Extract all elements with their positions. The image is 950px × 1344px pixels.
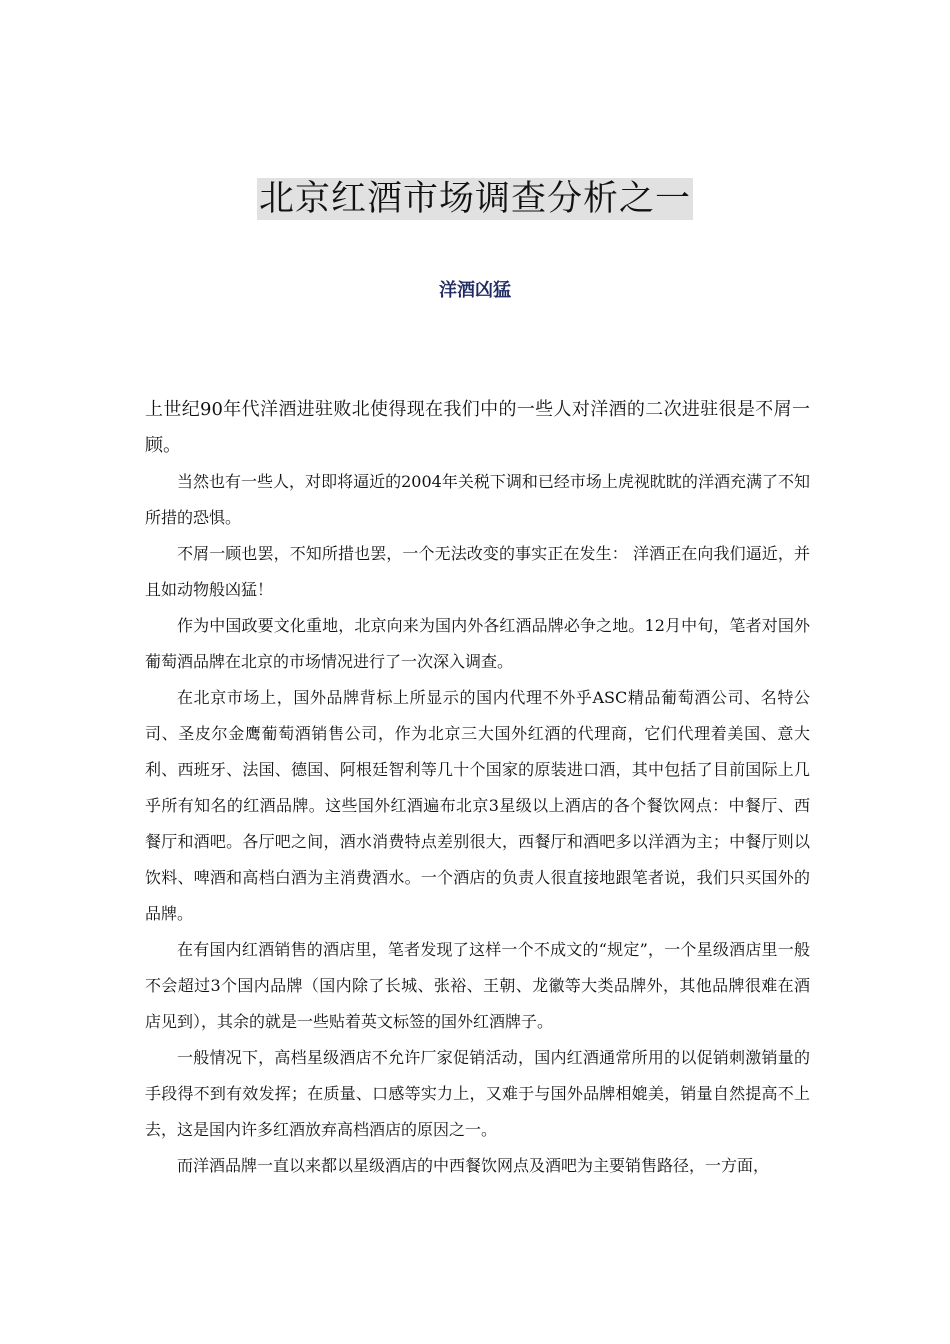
paragraph-1: 上世纪90年代洋酒进驻败北使得现在我们中的一些人对洋酒的二次进驻很是不屑一顾。 — [145, 399, 810, 456]
paragraph-8: 而洋酒品牌一直以来都以星级酒店的中西餐饮网点及酒吧为主要销售路径，一方面， — [177, 1156, 770, 1175]
document-title-text: 北京红酒市场调查分析之一 — [258, 179, 691, 219]
paragraph-4: 作为中国政要文化重地，北京向来为国内外各红酒品牌必争之地。12月中旬，笔者对国外葡萄酒品牌在北京的市场情况进行了一次深入调查。 — [145, 616, 810, 671]
document-subtitle: 洋酒凶猛 — [439, 280, 511, 301]
paragraph-6: 在有国内红酒销售的酒店里，笔者发现了这样一个不成文的“规定”，一个星级酒店里一般不会超过3个国内品牌（国内除了长城、张裕、王朝、龙徽等大类品牌外，其他品牌很难在酒店见到），其余的就是一些贴着英文标签的国外红酒牌子。 — [145, 940, 810, 1031]
paragraph-3: 不屑一顾也罢，不知所措也罢，一个无法改变的事实正在发生： 洋酒正在向我们逼近，并且如动物般凶猛！ — [145, 544, 810, 599]
document-body — [145, 392, 810, 1184]
paragraph-5: 在北京市场上，国外品牌背标上所显示的国内代理不外乎ASC精品葡萄酒公司、名特公司、圣皮尔金鹰葡萄酒销售公司，作为北京三大国外红酒的代理商，它们代理着美国、意大利、西班牙、法国、德国、阿根廷智利等几十个国家的原装进口酒，其中包括了目前国际上几乎所有知名的红酒品牌。这些国外红酒遍布北京3星级以上酒店的各个餐饮网点：中餐厅、西餐厅和酒吧。各厅吧之间，酒水消费特点差别很大，西餐厅和酒吧多以洋酒为主；中餐厅则以饮料、啤酒和高档白酒为主消费酒水。一个酒店的负责人很直接地跟笔者说，我们只买国外的品牌。 — [145, 688, 810, 923]
paragraph-2: 当然也有一些人，对即将逼近的2004年关税下调和已经市场上虎视眈眈的洋酒充满了不知所措的恐惧。 — [145, 472, 810, 527]
document-title — [0, 178, 950, 220]
paragraph-7: 一般情况下，高档星级酒店不允许厂家促销活动，国内红酒通常所用的以促销刺激销量的手段得不到有效发挥；在质量、口感等实力上，又难于与国外品牌相媲美，销量自然提高不上去，这是国内许多红酒放弃高档酒店的原因之一。 — [145, 1048, 810, 1139]
